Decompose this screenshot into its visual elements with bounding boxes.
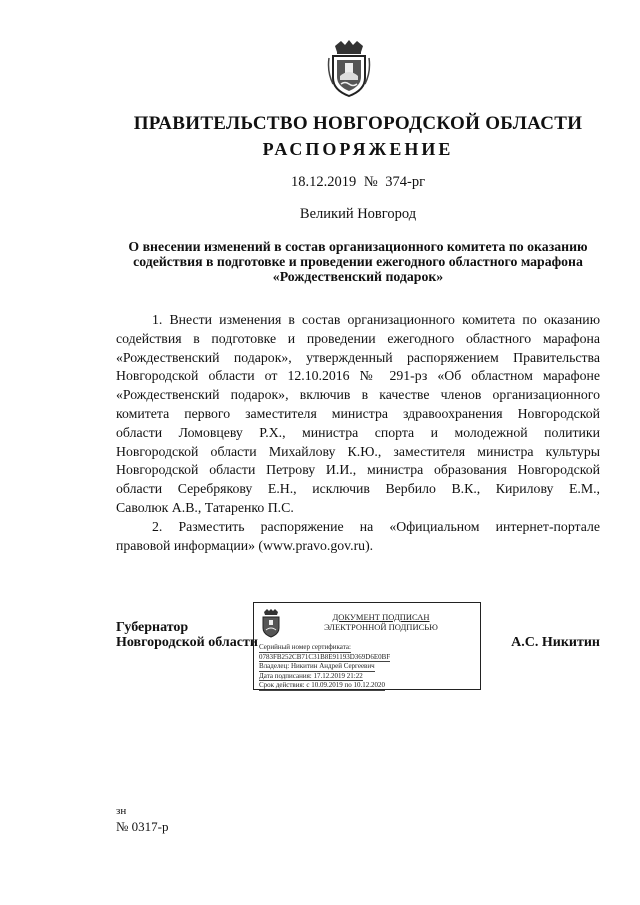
stamp-header — [286, 612, 476, 632]
text-line: Новгородской области Петрову И.И., министра образования Новгородской — [116, 462, 600, 478]
text-line: Саволюк А.В., Татаренко П.С. — [116, 499, 294, 515]
executor-initials: зн — [116, 805, 127, 817]
signer-title-line: Новгородской области — [116, 635, 258, 650]
signer-position — [116, 620, 258, 650]
stamp-header-line: ДОКУМЕНТ ПОДПИСАН — [332, 612, 430, 622]
stamp-details — [259, 643, 477, 691]
text-line: области Ломовцеву Р.Х., министра спорта и молодежной политики — [116, 424, 600, 440]
text-line: содействия в подготовке и проведении ежегодного областного марафона — [116, 330, 600, 346]
document-subject — [114, 239, 602, 284]
certificate-owner: Владелец: Никитин Андрей Сергеевич — [259, 662, 375, 671]
subject-line: содействия в подготовке и проведении ежегодного областного марафона — [133, 254, 583, 269]
text-line: Новгородской области Михайлову К.Ю., заместителя министра культуры — [116, 443, 600, 459]
registration-number: № 0317-р — [116, 819, 169, 834]
signer-title-line: Губернатор — [116, 620, 189, 635]
document-number: 374-рг — [385, 174, 426, 190]
document-type: РАСПОРЯЖЕНИЕ — [262, 139, 454, 159]
certificate-number: 0783FB252CB71C31B8E91193D369D6E0BF — [259, 652, 391, 661]
text-line: Новгородской области от 12.10.2016 № 291-рз «Об областном марафоне — [116, 368, 600, 384]
stamp-header-line: ЭЛЕКТРОННОЙ ПОДПИСЬЮ — [324, 622, 438, 632]
subject-line: О внесении изменений в состав организационного комитета по оказанию — [128, 239, 588, 254]
city: Великий Новгород — [299, 206, 417, 222]
footer — [116, 804, 168, 834]
text-line: правовой информации» (www.pravo.gov.ru). — [116, 537, 374, 553]
org-title: ПРАВИТЕЛЬСТВО НОВГОРОДСКОЙ ОБЛАСТИ — [133, 113, 583, 134]
text-line: 1. Внести изменения в состав организационного комитета по оказанию — [152, 312, 600, 327]
document-body — [116, 311, 600, 555]
document-date: 18.12.2019 — [290, 174, 357, 190]
validity-period: Срок действия: с 10.09.2019 по 10.12.2020 — [259, 681, 385, 690]
electronic-signature-stamp — [253, 602, 481, 690]
stamp-coat-of-arms-icon — [260, 608, 282, 638]
paragraph-2 — [116, 518, 600, 556]
date-number-line — [0, 174, 640, 191]
signing-date: Дата подписания: 17.12.2019 21:22 — [259, 671, 363, 680]
paragraph-1 — [116, 311, 600, 518]
novgorod-coat-of-arms-icon — [327, 38, 371, 98]
text-line: области Серебрякову Е.Н., исключив Вербило В.К., Кирилову Е.М., — [116, 481, 600, 497]
text-line: 2. Разместить распоряжение на «Официальном интернет-портале — [152, 518, 600, 534]
text-line: комитета первого заместителя министра здравоохранения Новгородской — [116, 405, 600, 421]
text-line: «Рождественский подарок», утвержденный распоряжением Правительства — [116, 349, 600, 365]
signer-name: А.С. Никитин — [511, 635, 600, 650]
certificate-label: Серийный номер сертификата: — [259, 643, 351, 651]
subject-line: «Рождественский подарок» — [272, 269, 444, 284]
number-sign: № — [363, 174, 378, 190]
text-line: «Рождественский подарок», включив в качестве членов организационного — [116, 387, 600, 403]
